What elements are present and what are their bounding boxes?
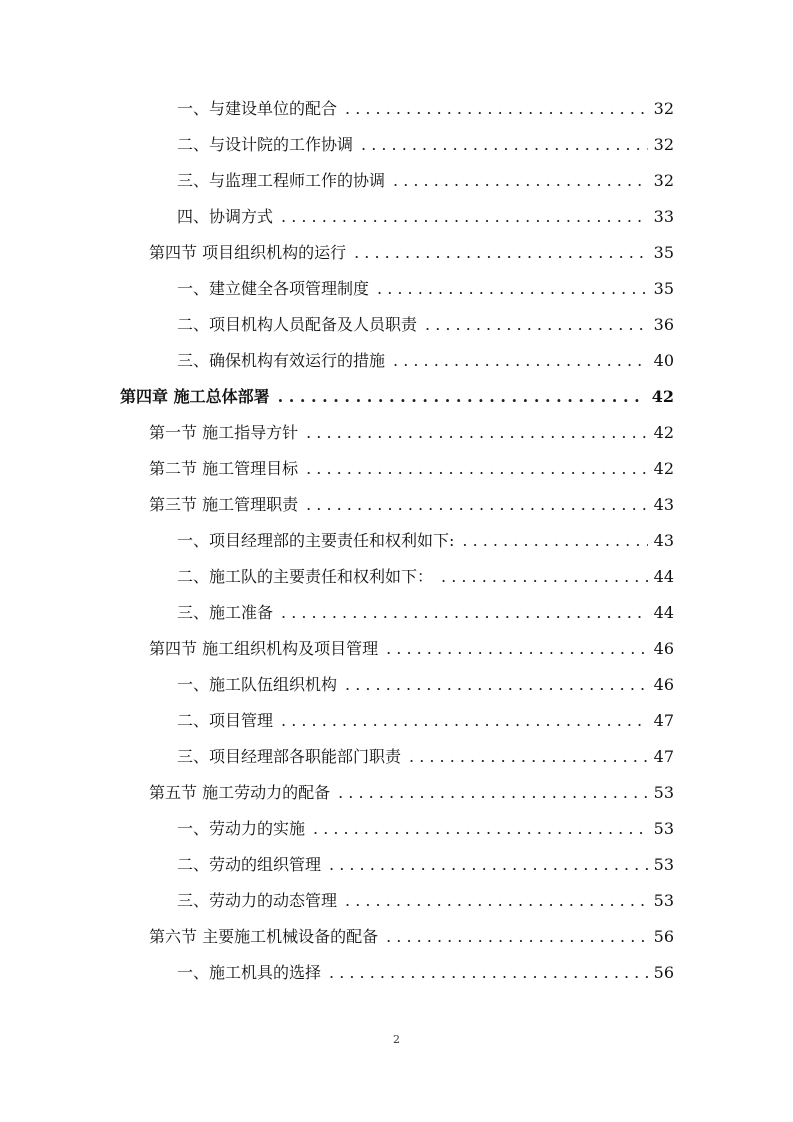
toc-entry-section[interactable] <box>149 239 674 267</box>
toc-entry-page: 56 <box>653 927 674 946</box>
toc-entry-section[interactable] <box>149 455 674 483</box>
toc-entry-page: 53 <box>653 819 674 838</box>
toc-entry-title: 一、项目经理部的主要责任和权利如下: <box>177 531 455 550</box>
toc-entry-title: 第六节 主要施工机械设备的配备 <box>149 927 379 946</box>
toc-entry-title: 一、建立健全各项管理制度 <box>177 279 370 298</box>
toc-entry-page: 44 <box>653 603 674 622</box>
toc-entry-title: 三、确保机构有效运行的措施 <box>177 351 386 370</box>
dot-leader <box>345 671 648 699</box>
toc-entry-title: 第一节 施工指导方针 <box>149 423 299 442</box>
toc-entry-page: 36 <box>653 315 674 334</box>
dot-leader <box>338 779 648 807</box>
dot-leader <box>281 599 648 627</box>
toc-entry-page: 32 <box>653 99 674 118</box>
dot-leader <box>306 491 648 519</box>
dot-leader <box>361 131 648 159</box>
toc-entry[interactable] <box>177 743 674 771</box>
dot-leader <box>377 275 648 303</box>
toc-entry[interactable] <box>177 131 674 159</box>
toc-entry-page: 43 <box>653 495 674 514</box>
toc-entry-page: 47 <box>653 711 674 730</box>
toc-entry-page: 33 <box>653 207 674 226</box>
toc-entry-title: 一、与建设单位的配合 <box>177 99 338 118</box>
dot-leader <box>462 527 647 555</box>
toc-entry[interactable] <box>177 311 674 339</box>
toc-entry-section[interactable] <box>149 779 674 807</box>
toc-entry-section[interactable] <box>149 635 674 663</box>
toc-entry-title: 第四章 施工总体部署 <box>120 387 270 406</box>
toc-entry[interactable] <box>177 527 674 555</box>
toc-entry-title: 四、协调方式 <box>177 207 274 226</box>
toc-entry-page: 42 <box>653 423 674 442</box>
toc-entry-chapter[interactable] <box>120 383 674 411</box>
toc-entry[interactable] <box>177 167 674 195</box>
toc-entry-page: 47 <box>653 747 674 766</box>
toc-entry-section[interactable] <box>149 923 674 951</box>
toc-entry-title: 三、与监理工程师工作的协调 <box>177 171 386 190</box>
dot-leader <box>393 167 648 195</box>
toc-entry-title: 二、劳动的组织管理 <box>177 855 322 874</box>
toc-entry-title: 第三节 施工管理职责 <box>149 495 299 514</box>
toc-entry-page: 56 <box>653 963 674 982</box>
toc-entry-title: 三、劳动力的动态管理 <box>177 891 338 910</box>
toc-entry-page: 53 <box>653 891 674 910</box>
toc-entry-page: 44 <box>653 567 674 586</box>
toc-entry-title: 三、施工准备 <box>177 603 274 622</box>
toc-entry-section[interactable] <box>149 419 674 447</box>
toc-entry-page: 32 <box>653 135 674 154</box>
toc-entry[interactable] <box>177 563 674 591</box>
dot-leader <box>278 383 646 411</box>
toc-entry-page: 35 <box>653 243 674 262</box>
toc-entry-title: 第二节 施工管理目标 <box>149 459 299 478</box>
toc-entry-page: 46 <box>653 675 674 694</box>
dot-leader <box>306 455 648 483</box>
dot-leader <box>354 239 648 267</box>
toc-entry-page: 42 <box>653 459 674 478</box>
toc-entry-page: 35 <box>653 279 674 298</box>
dot-leader <box>313 815 648 843</box>
toc-entry-page: 42 <box>651 387 674 406</box>
toc-entry-title: 第五节 施工劳动力的配备 <box>149 783 331 802</box>
dot-leader <box>386 635 648 663</box>
dot-leader <box>409 743 648 771</box>
toc-entry[interactable] <box>177 671 674 699</box>
toc-entry-page: 32 <box>653 171 674 190</box>
dot-leader <box>425 311 648 339</box>
toc-entry-page: 43 <box>653 531 674 550</box>
dot-leader <box>345 887 648 915</box>
page-number: 2 <box>393 1033 400 1046</box>
toc-entry-title: 第四节 项目组织机构的运行 <box>149 243 347 262</box>
dot-leader <box>281 707 648 735</box>
toc-entry-title: 第四节 施工组织机构及项目管理 <box>149 639 379 658</box>
dot-leader <box>329 959 648 987</box>
toc-entry-title: 三、项目经理部各职能部门职责 <box>177 747 402 766</box>
toc-entry[interactable] <box>177 959 674 987</box>
toc-entry-section[interactable] <box>149 491 674 519</box>
toc-entry[interactable] <box>177 95 674 123</box>
toc-entry-title: 二、项目机构人员配备及人员职责 <box>177 315 418 334</box>
toc-entry[interactable] <box>177 707 674 735</box>
toc-entry[interactable] <box>177 815 674 843</box>
dot-leader <box>329 851 648 879</box>
toc-entry-title: 二、与设计院的工作协调 <box>177 135 354 154</box>
toc-entry-title: 一、劳动力的实施 <box>177 819 306 838</box>
toc-entry[interactable] <box>177 599 674 627</box>
toc-entry[interactable] <box>177 347 674 375</box>
toc-entry-page: 40 <box>653 351 674 370</box>
dot-leader <box>306 419 648 447</box>
dot-leader <box>441 563 648 591</box>
toc-entry[interactable] <box>177 851 674 879</box>
toc-entry[interactable] <box>177 203 674 231</box>
toc-entry-page: 46 <box>653 639 674 658</box>
dot-leader <box>393 347 648 375</box>
toc-entry-page: 53 <box>653 783 674 802</box>
toc-entry-title: 一、施工机具的选择 <box>177 963 322 982</box>
dot-leader <box>386 923 648 951</box>
toc-entry-title: 二、施工队的主要责任和权利如下： <box>177 567 434 586</box>
toc-entry-title: 二、项目管理 <box>177 711 274 730</box>
toc-entry[interactable] <box>177 887 674 915</box>
dot-leader <box>345 95 648 123</box>
toc-entry[interactable] <box>177 275 674 303</box>
dot-leader <box>281 203 648 231</box>
toc-entry-page: 53 <box>653 855 674 874</box>
toc-entry-title: 一、施工队伍组织机构 <box>177 675 338 694</box>
